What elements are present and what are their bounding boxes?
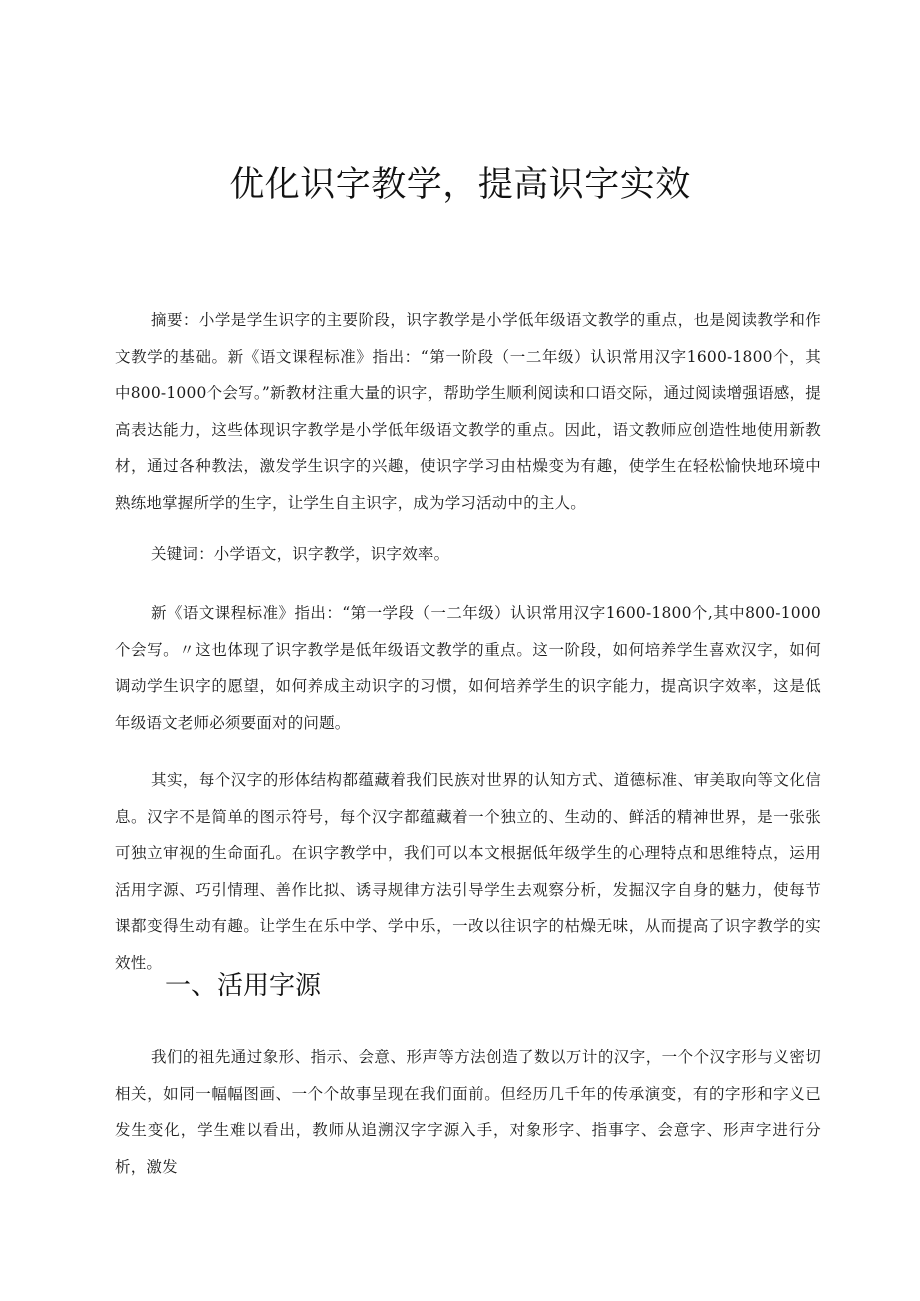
culture-paragraph-block [115,762,821,982]
section-paragraph-block [115,1039,821,1185]
section-paragraph: 我们的祖先通过象形、指示、会意、形声等方法创造了数以万计的汉字，一个个汉字形与义密切相关，如同一幅幅图画、一个个故事呈现在我们面前。但经历几千年的传承演变，有的字形和字义已发生变化，学生难以看出，教师从追溯汉字字源入手，对象形字、指事字、会意字、形声字进行分析，激发 [115,1048,821,1176]
abstract-paragraph: 摘要：小学是学生识字的主要阶段，识字教学是小学低年级语文教学的重点，也是阅读教学和作文教学的基础。新《语文课程标准》指出：“第一阶段（一二年级）认识常用汉字1600-1800个，其中800-1000个会写。”新教材注重大量的识字，帮助学生顺利阅读和口语交际，通过阅读增强语感，提高表达能力，这些体现识字教学是小学低年级语文教学的重点。因此，语文教师应创造性地使用新教材，通过各种教法，激发学生识字的兴趣，使识字学习由枯燥变为有趣，使学生在轻松愉快地环境中熟练地掌握所学的生字，让学生自主识字，成为学习活动中的主人。 [115,311,821,512]
document-title: 优化识字教学，提高识字实效 [229,165,691,205]
keywords-block [115,536,821,573]
abstract-block [115,302,821,522]
culture-paragraph: 其实，每个汉字的形体结构都蕴藏着我们民族对世界的认知方式、道德标准、审美取向等文化信息。汉字不是简单的图示符号，每个汉字都蕴藏着一个独立的、生动的、鲜活的精神世界，是一张张可独立审视的生命面孔。在识字教学中，我们可以本文根据低年级学生的心理特点和思维特点，运用活用字源、巧引情理、善作比拟、诱寻规律方法引导学生去观察分析，发掘汉字自身的魅力，使每节课都变得生动有趣。让学生在乐中学、学中乐，一改以往识字的枯燥无味，从而提高了识字教学的实效性。 [115,771,821,972]
intro-paragraph-block [115,595,821,741]
intro-paragraph: 新《语文课程标准》指出：“第一学段（一二年级）认识常用汉字1600-1800个,其中800-1000个会写。〃这也体现了识字教学是低年级语文教学的重点。这一阶段，如何培养学生喜欢汉字，如何调动学生识字的愿望，如何养成主动识字的习惯，如何培养学生的识字能力，提高识字效率，这是低年级语文老师必须要面对的问题。 [115,604,821,732]
section-heading: 一、活用字源 [165,971,322,1001]
keywords-paragraph: 关键词：小学语文，识字教学，识字效率。 [151,545,450,563]
